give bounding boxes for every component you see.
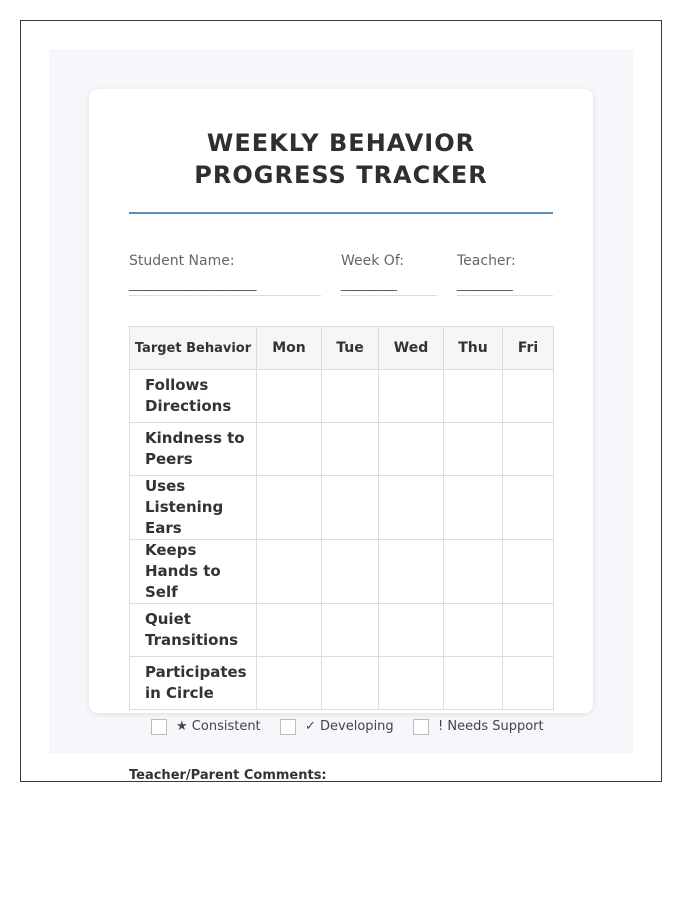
day-cell-fri[interactable] [503, 370, 554, 423]
behavior-label: Keeps Hands to Self [130, 540, 257, 604]
table-row [130, 476, 554, 540]
comments-label: Teacher/Parent Comments: [129, 768, 327, 782]
behavior-label: Follows Directions [130, 370, 257, 423]
day-cell-thu[interactable] [444, 604, 503, 657]
week-of-label: Week Of: [341, 253, 404, 269]
legend-checkbox[interactable] [413, 719, 429, 735]
column-header-tue: Tue [322, 327, 379, 370]
checkmark-icon: ✓ [305, 719, 316, 734]
table-row [130, 423, 554, 476]
worksheet-page [20, 20, 662, 782]
day-cell-mon[interactable] [257, 423, 322, 476]
legend-item-needs-support [413, 718, 544, 736]
behavior-label: Participates in Circle [130, 657, 257, 710]
day-cell-mon[interactable] [257, 604, 322, 657]
day-cell-wed[interactable] [379, 657, 444, 710]
legend-checkbox[interactable] [280, 719, 296, 735]
day-cell-tue[interactable] [322, 604, 379, 657]
column-header-behavior: Target Behavior [130, 327, 257, 370]
day-cell-fri[interactable] [503, 604, 554, 657]
day-cell-tue[interactable] [322, 423, 379, 476]
column-header-wed: Wed [379, 327, 444, 370]
day-cell-mon[interactable] [257, 657, 322, 710]
teacher-blank[interactable]: __________ [457, 275, 553, 296]
behavior-label: Uses Listening Ears [130, 476, 257, 540]
legend-item-consistent [151, 718, 261, 736]
student-name-label: Student Name: [129, 253, 235, 269]
day-cell-fri[interactable] [503, 423, 554, 476]
day-cell-wed[interactable] [379, 604, 444, 657]
tracker-card [89, 89, 593, 713]
column-header-thu: Thu [444, 327, 503, 370]
title-divider [129, 212, 553, 214]
page-title: WEEKLY BEHAVIOR PROGRESS TRACKER [194, 129, 488, 189]
day-cell-wed[interactable] [379, 476, 444, 540]
day-cell-mon[interactable] [257, 540, 322, 604]
day-cell-wed[interactable] [379, 540, 444, 604]
day-cell-mon[interactable] [257, 370, 322, 423]
legend-checkbox[interactable] [151, 719, 167, 735]
teacher-field[interactable] [457, 251, 553, 296]
day-cell-tue[interactable] [322, 657, 379, 710]
teacher-label: Teacher: [457, 253, 516, 269]
day-cell-tue[interactable] [322, 476, 379, 540]
table-row [130, 657, 554, 710]
table-header-row [130, 327, 554, 370]
student-name-field[interactable] [129, 251, 321, 296]
day-cell-fri[interactable] [503, 540, 554, 604]
star-icon: ★ [176, 719, 188, 734]
exclamation-icon: ! [438, 719, 444, 734]
behavior-label: Quiet Transitions [130, 604, 257, 657]
table-row [130, 604, 554, 657]
column-header-mon: Mon [257, 327, 322, 370]
behavior-label: Kindness to Peers [130, 423, 257, 476]
day-cell-thu[interactable] [444, 423, 503, 476]
week-of-blank[interactable]: __________ [341, 275, 437, 296]
table-row [130, 370, 554, 423]
behavior-table [129, 326, 554, 710]
legend-label: Consistent [191, 719, 261, 734]
day-cell-fri[interactable] [503, 476, 554, 540]
day-cell-wed[interactable] [379, 370, 444, 423]
day-cell-mon[interactable] [257, 476, 322, 540]
legend-label: Developing [320, 719, 394, 734]
day-cell-tue[interactable] [322, 540, 379, 604]
day-cell-thu[interactable] [444, 370, 503, 423]
student-name-blank[interactable]: _______________________ [129, 275, 321, 296]
day-cell-tue[interactable] [322, 370, 379, 423]
day-cell-thu[interactable] [444, 657, 503, 710]
day-cell-fri[interactable] [503, 657, 554, 710]
day-cell-wed[interactable] [379, 423, 444, 476]
column-header-fri: Fri [503, 327, 554, 370]
table-row [130, 540, 554, 604]
legend-label: Needs Support [447, 719, 544, 734]
day-cell-thu[interactable] [444, 540, 503, 604]
day-cell-thu[interactable] [444, 476, 503, 540]
legend-item-developing [280, 718, 394, 736]
week-of-field[interactable] [341, 251, 437, 296]
